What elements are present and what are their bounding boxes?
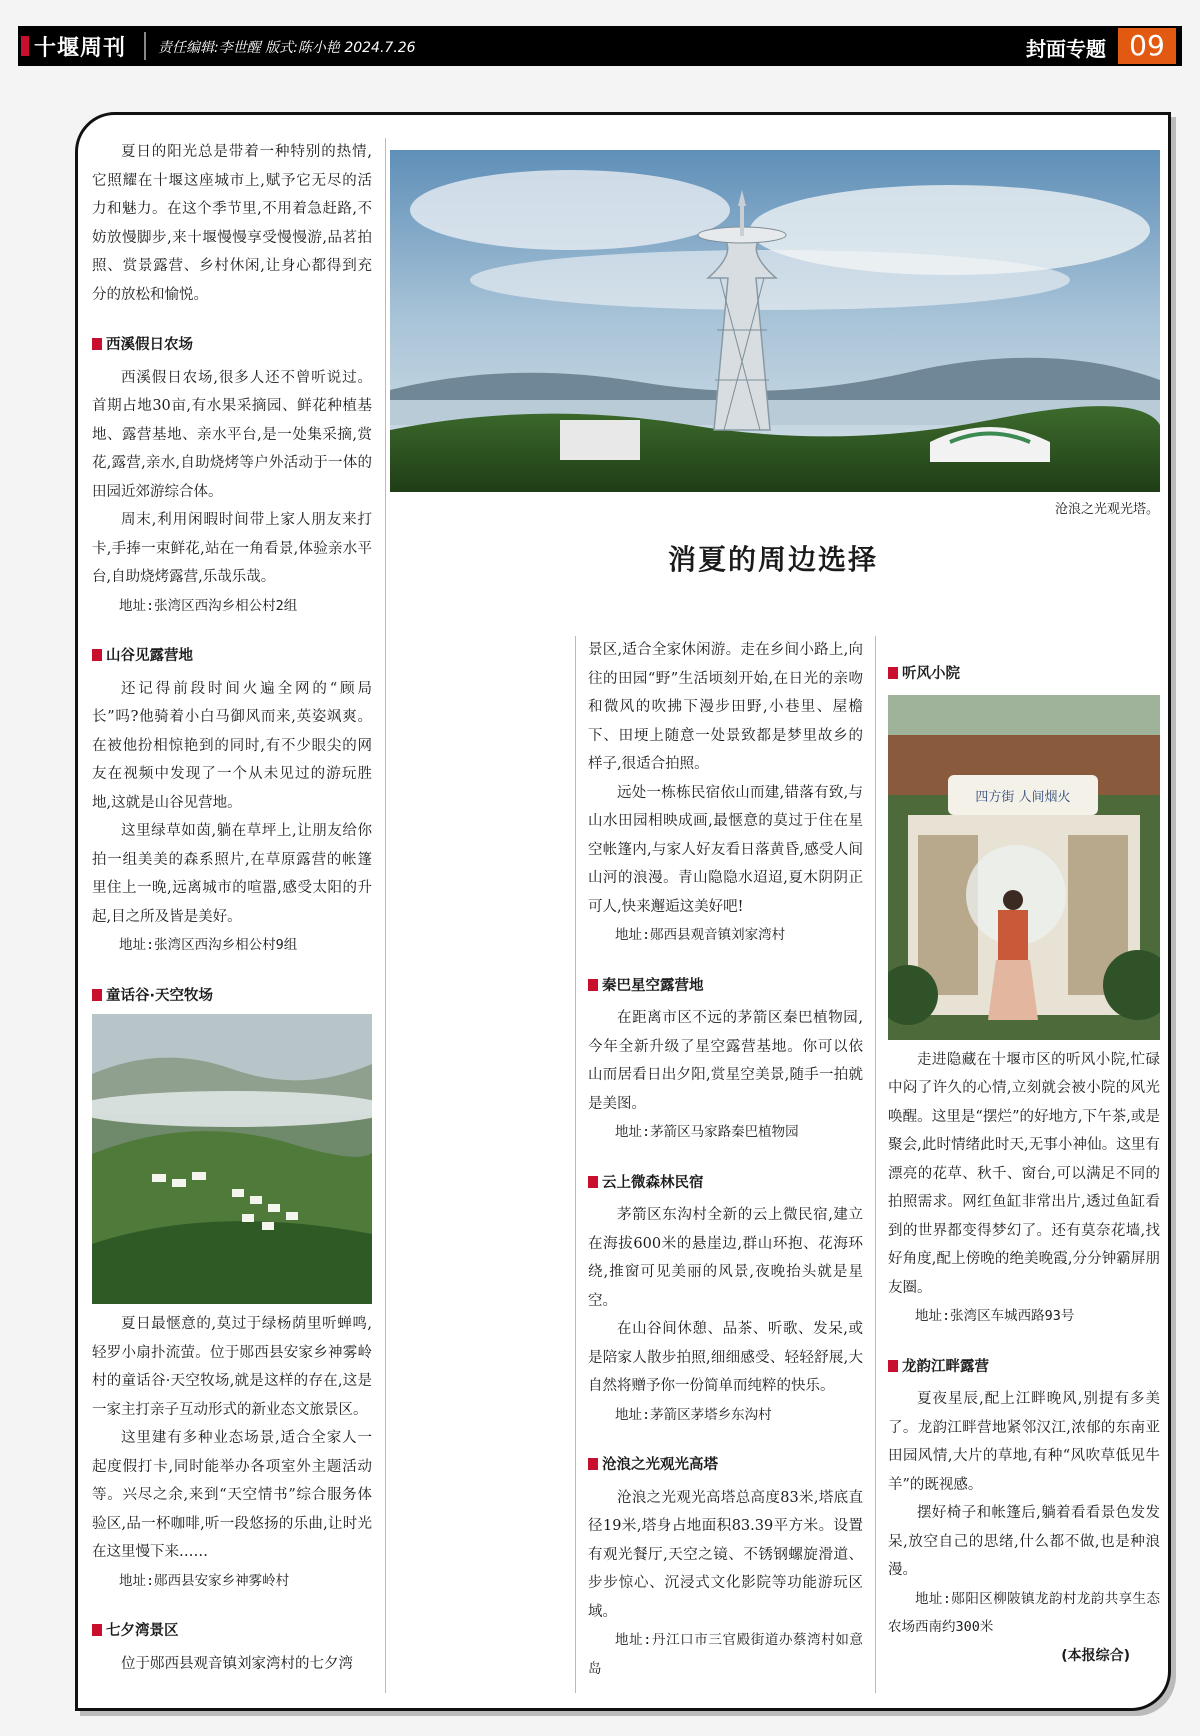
courtyard-illustration [888, 695, 1160, 1040]
intro-paragraph: 夏日的阳光总是带着一种特别的热情,它照耀在十堰这座城市上,赋予它无尽的活力和魅力。在这个季节里,不用着急赶路,不妨放慢脚步,来十堰慢慢享受慢慢游,品茗拍照、赏景露营、乡村休闲,让身心都得到充分的放松和愉悦。 [92, 144, 372, 303]
source-credit: (本报综合) [1061, 1647, 1130, 1664]
address: 地址:茅箭区茅塔乡东沟村 [615, 1406, 772, 1423]
red-square-icon [588, 979, 598, 991]
heading-text: 龙韵江畔露营 [902, 1358, 989, 1375]
heading-wind-courtyard [888, 660, 1160, 689]
heading-text: 沧浪之光观光高塔 [602, 1457, 718, 1473]
paragraph: 这里绿草如茵,躺在草坪上,让朋友给你拍一组美美的森系照片,在草原露营的帐篷里住上一晚,远离城市的喧嚣,感受太阳的升起,目之所及皆是美好。 [92, 823, 372, 925]
heading-cloud-forest [588, 1169, 863, 1198]
heading-text: 秦巴星空露营地 [602, 977, 704, 994]
page-number: 09 [1118, 28, 1176, 64]
heading-qixi-bay [92, 1617, 372, 1646]
heading-tower [588, 1451, 863, 1480]
header-separator [144, 32, 146, 60]
column-divider [875, 636, 876, 1693]
column-1 [92, 138, 372, 1678]
heading-text: 听风小院 [902, 666, 960, 682]
column-divider [385, 138, 386, 1693]
address: 地址:郧西县观音镇刘家湾村 [615, 927, 786, 943]
masthead-logo [18, 26, 138, 66]
red-square-icon [888, 1360, 898, 1372]
section-title: 封面专题 [1026, 37, 1106, 61]
heading-xixi-farm [92, 331, 372, 360]
shop-sign-text: 四方街 人间烟火 [975, 789, 1071, 805]
paragraph: 这里建有多种业态场景,适合全家人一起度假打卡,同时能举办各项室外主题活动等。兴尽之余,来到“天空情书”综合服务体验区,品一杯咖啡,听一段悠扬的乐曲,让时光在这里慢下来…… [92, 1430, 372, 1560]
paragraph: 夏夜星辰,配上江畔晚风,别提有多美了。龙韵江畔营地紧邻汉江,浓郁的东南亚田园风情,大片的草地,有种“风吹草低见牛羊”的既视感。 [888, 1391, 1160, 1493]
column-2 [588, 636, 863, 1683]
editor-credits: 责任编辑:李世醒 版式:陈小艳 2024.7.26 [158, 40, 416, 56]
paragraph-continued: 景区,适合全家休闲游。走在乡间小路上,向往的田园“野”生活顷刻开始,在日光的亲吻和微风的吹拂下漫步田野,小巷里、屋檐下、田埂上随意一处景致都是梦里故乡的样子,很适合拍照。 [588, 642, 863, 772]
heading-text: 山谷见露营地 [106, 648, 193, 664]
paragraph: 还记得前段时间火遍全网的“顾局长”吗?他骑着小白马御风而来,英姿飒爽。在被他扮相惊艳到的同时,有不少眼尖的网友在视频中发现了一个从未见过的游玩胜地,这就是山谷见营地。 [92, 680, 372, 811]
red-square-icon [888, 667, 898, 679]
red-square-icon [92, 1624, 102, 1636]
address: 地址:张湾区车城西路93号 [915, 1308, 1075, 1324]
masthead-title: 十堰周刊 [34, 35, 127, 61]
logo-red-mark [21, 36, 29, 56]
address: 地址:张湾区西沟乡相公村2组 [119, 597, 298, 614]
address: 地址:郧阳区柳陂镇龙韵村龙韵共享生态农场西南约300米 [888, 1590, 1160, 1635]
column-3 [888, 636, 1160, 1670]
red-square-icon [588, 1458, 598, 1470]
paragraph: 在距离市区不远的茅箭区秦巴植物园,今年全新升级了星空露营基地。你可以依山而居看日出夕阳,赏星空美景,随手一拍就是美图。 [588, 1010, 863, 1112]
hero-photo-tower [390, 150, 1160, 492]
paragraph: 远处一栋栋民宿依山而建,错落有致,与山水田园相映成画,最惬意的莫过于住在星空帐篷内,与家人好友看日落黄昏,感受人间山河的浪漫。青山隐隐水迢迢,夏木阴阴正可人,快来邂逅这美好吧! [588, 784, 863, 915]
heading-sky-ranch [92, 982, 372, 1011]
red-square-icon [92, 338, 102, 350]
paragraph: 茅箭区东沟村全新的云上微民宿,建立在海拔600米的悬崖边,群山环抱、花海环绕,推窗可见美丽的风景,夜晚抬头就是星空。 [588, 1207, 863, 1309]
photo-sky-ranch [92, 1014, 372, 1304]
paragraph: 西溪假日农场,很多人还不曾听说过。首期占地30亩,有水果采摘园、鲜花种植基地、露营基地、亲水平台,是一处集采摘,赏花,露营,亲水,自助烧烤等户外活动于一体的田园近郊游综合体。 [92, 369, 372, 500]
heading-text: 西溪假日农场 [106, 337, 193, 353]
address: 地址:张湾区西沟乡相公村9组 [119, 937, 298, 953]
hero-caption: 沧浪之光观光塔。 [1055, 502, 1160, 517]
heading-longyun-camp [888, 1353, 1160, 1382]
heading-text: 云上微森林民宿 [602, 1174, 704, 1191]
ranch-illustration [92, 1014, 372, 1304]
newspaper-header [18, 26, 1182, 66]
heading-valley-camp [92, 642, 372, 671]
red-square-icon [588, 1176, 598, 1188]
red-square-icon [92, 649, 102, 661]
heading-qinba-camp [588, 972, 863, 1001]
address: 地址:丹江口市三官殿街道办蔡湾村如意岛 [588, 1632, 863, 1677]
paragraph: 夏日最惬意的,莫过于绿杨荫里听蝉鸣,轻罗小扇扑流萤。位于郧西县安家乡神雾岭村的童话谷·天空牧场,就是这样的存在,这是一家主打亲子互动形式的新业态文旅景区。 [92, 1316, 372, 1418]
photo-courtyard [888, 695, 1160, 1040]
paragraph: 摆好椅子和帐篷后,躺着看看景色发发呆,放空自己的思绪,什么都不做,也是种浪漫。 [888, 1505, 1160, 1578]
paragraph: 在山谷间休憩、品茶、听歌、发呆,或是陪家人散步拍照,细细感受、轻轻舒展,大自然将赠予你一份简单而纯粹的快乐。 [588, 1321, 863, 1394]
column-divider [575, 636, 576, 1693]
paragraph: 周末,利用闲暇时间带上家人朋友来打卡,手捧一束鲜花,站在一角看景,体验亲水平台,自助烧烤露营,乐哉乐哉。 [92, 512, 372, 585]
address: 地址:郧西县安家乡神雾岭村 [119, 1572, 290, 1589]
heading-text: 七夕湾景区 [106, 1623, 179, 1639]
red-square-icon [92, 989, 102, 1001]
paragraph: 走进隐藏在十堰市区的听风小院,忙碌中闷了许久的心情,立刻就会被小院的风光唤醒。这里是“摆烂”的好地方,下午茶,或是聚会,此时情绪此时天,无事小神仙。这里有漂亮的花草、秋千、窗台,可以满足不同的拍照需求。网红鱼缸非常出片,透过鱼缸看到的世界都变得梦幻了。还有莫奈花墙,找好角度,配上傍晚的绝美晚霞,分分钟霸屏朋友圈。 [888, 1051, 1160, 1296]
paragraph: 沧浪之光观光高塔总高度83米,塔底直径19米,塔身占地面积83.39平方米。设置有观光餐厅,天空之镜、不锈钢螺旋滑道、步步惊心、沉浸式文化影院等功能游玩区域。 [588, 1489, 863, 1620]
heading-text: 童话谷·天空牧场 [106, 987, 214, 1004]
headline: 消夏的周边选择 [668, 543, 879, 576]
tower-illustration [390, 150, 1160, 492]
paragraph: 位于郧西县观音镇刘家湾村的七夕湾 [121, 1655, 353, 1672]
address: 地址:茅箭区马家路秦巴植物园 [615, 1124, 799, 1140]
